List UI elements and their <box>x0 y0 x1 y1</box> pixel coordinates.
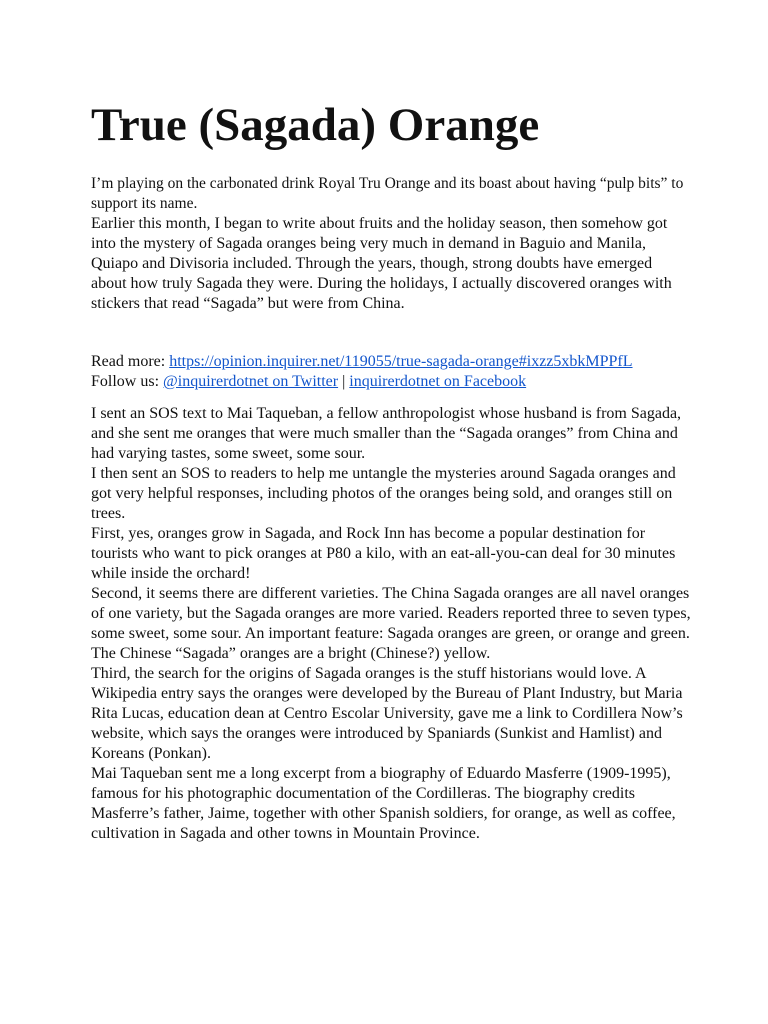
follow-label: Follow us: <box>91 373 164 390</box>
follow-line <box>91 372 691 392</box>
spacer <box>91 392 691 404</box>
facebook-link[interactable]: inquirerdotnet on Facebook <box>349 373 527 390</box>
body-paragraph: Mai Taqueban sent me a long excerpt from a biography of Eduardo Masferre (1909-1995), famous for his photographic documentation of the Cordilleras. The biography credits Masferre’s father, Jaime, together with other Spanish soldiers, for orange, as well as coffee, cultivation in Sagada and other towns in Mountain Province. <box>91 765 676 842</box>
read-more-link[interactable]: https://opinion.inquirer.net/119055/true-sagada-orange#ixzz5xbkMPPfL <box>169 353 633 370</box>
spacer <box>91 314 691 352</box>
page-title: True (Sagada) Orange <box>91 99 540 151</box>
read-more-line <box>91 352 691 372</box>
twitter-link[interactable]: @inquirerdotnet on Twitter <box>163 373 339 390</box>
intro-paragraph: I’m playing on the carbonated drink Royal Tru Orange and its boast about having “pulp bits” to support its name. <box>91 175 684 212</box>
body-paragraph: I then sent an SOS to readers to help me untangle the mysteries around Sagada oranges and got very helpful responses, including photos of the oranges being sold, and oranges still on trees. <box>91 465 676 522</box>
body-paragraph: Third, the search for the origins of Sagada oranges is the stuff historians would love. A Wikipedia entry says the oranges were developed by the Bureau of Plant Industry, but Maria Rita Lucas, education dean at Centro Escolar University, gave me a link to Cordillera Now’s website, which says the oranges were introduced by Spaniards (Sunkist and Hamlist) and Koreans (Ponkan). <box>91 665 683 762</box>
body-paragraph: First, yes, oranges grow in Sagada, and Rock Inn has become a popular destination for tourists who want to pick oranges at P80 a kilo, with an eat-all-you-can deal for 30 minutes while inside the orchard! <box>91 525 676 582</box>
body-paragraph: Second, it seems there are different varieties. The China Sagada oranges are all navel oranges of one variety, but the Sagada oranges are more varied. Readers reported three to seven types, some sweet, some sour. An important feature: Sagada oranges are green, or orange and green. The Chinese “Sagada” oranges are a bright (Chinese?) yellow. <box>91 585 691 662</box>
read-more-label: Read more: <box>91 353 170 370</box>
link-separator: | <box>338 373 350 390</box>
body-paragraph: I sent an SOS text to Mai Taqueban, a fellow anthropologist whose husband is from Sagada, and she sent me oranges that were much smaller than the “Sagada oranges” from China and had varying tastes, some sweet, some sour. <box>91 405 682 462</box>
article <box>91 98 691 844</box>
intro-paragraph: Earlier this month, I began to write about fruits and the holiday season, then somehow got into the mystery of Sagada oranges being very much in demand in Baguio and Manila, Quiapo and Divisoria included. Through the years, though, strong doubts have emerged about how truly Sagada they were. During the holidays, I actually discovered oranges with stickers that read “Sagada” but were from China. <box>91 215 672 312</box>
